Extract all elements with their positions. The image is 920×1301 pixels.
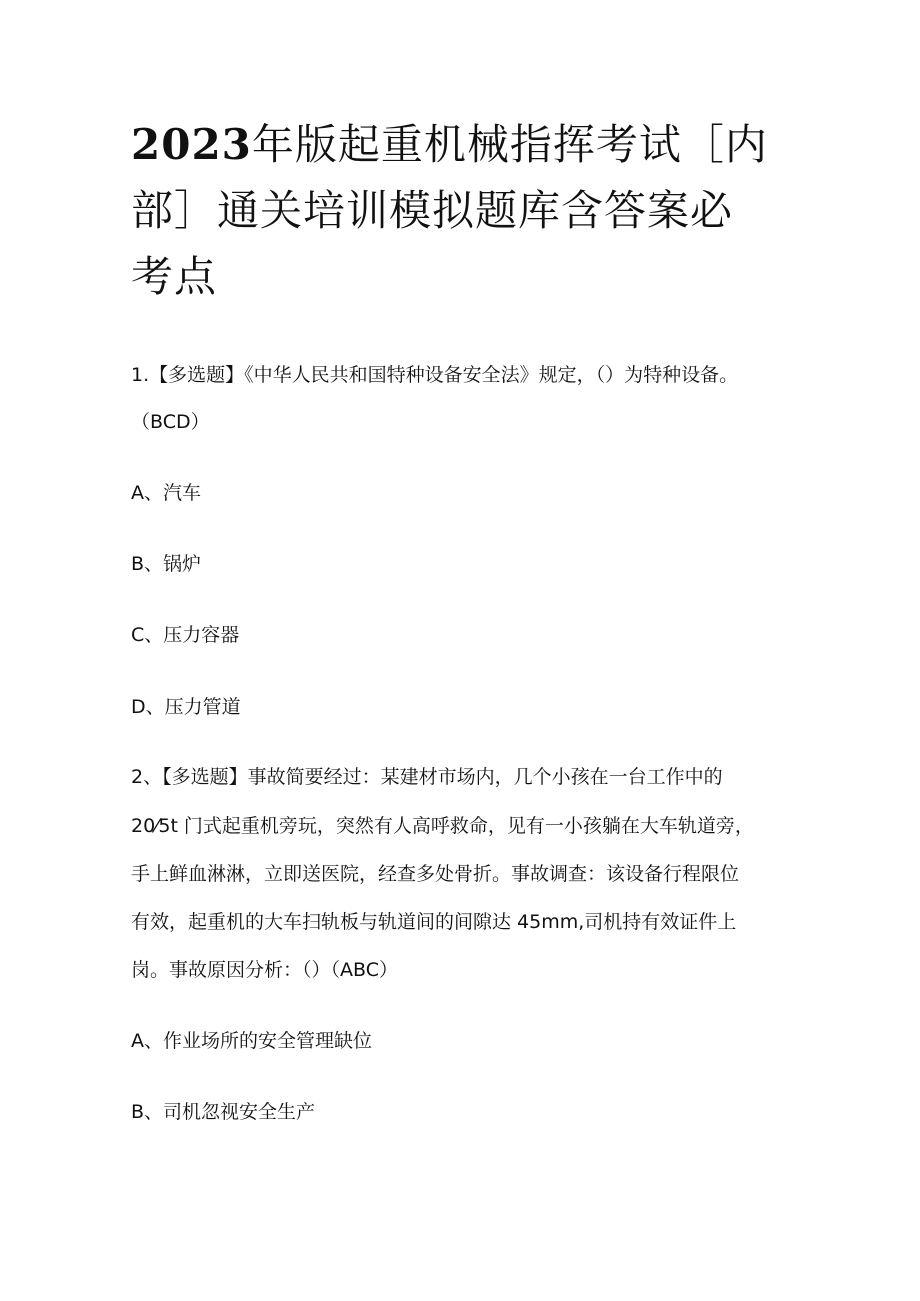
- question-2-stem-line-2: 20⁄5t 门式起重机旁玩，突然有人高呼救命，见有一小孩躺在大车轨道旁，: [131, 815, 754, 837]
- question-1-option-c: C、压力容器: [131, 624, 240, 646]
- question-1-option-b: B、锅炉: [131, 553, 202, 575]
- question-2-stem-line-3: 手上鲜血淋淋，立即送医院，经查多处骨折。事故调查：该设备行程限位: [131, 863, 740, 885]
- question-1-option-a: A、汽车: [131, 482, 201, 504]
- question-2-stem-line-1: 2、【多选题】事故简要经过：某建材市场内，几个小孩在一台工作中的: [131, 766, 723, 788]
- question-2-option-b: B、司机忽视安全生产: [131, 1101, 316, 1123]
- question-1-option-d: D、压力管道: [131, 696, 241, 718]
- question-1-stem-line-2: （BCD）: [131, 411, 210, 433]
- question-1-stem-line-1: 1.【多选题】《中华人民共和国特种设备安全法》规定，（）为特种设备。: [131, 364, 739, 386]
- document-title: [131, 112, 771, 310]
- question-2-stem-line-5: 岗。事故原因分析：（）（ABC）: [131, 959, 398, 981]
- title-year: 2023: [131, 120, 252, 169]
- question-2-option-a: A、作业场所的安全管理缺位: [131, 1030, 372, 1052]
- question-2-stem-line-4: 有效，起重机的大车扫轨板与轨道间的间隙达 45mm,司机持有效证件上: [131, 911, 737, 933]
- title-text: 年版起重机械指挥考试［内部］通关培训模拟题库含答案必考点: [131, 120, 768, 301]
